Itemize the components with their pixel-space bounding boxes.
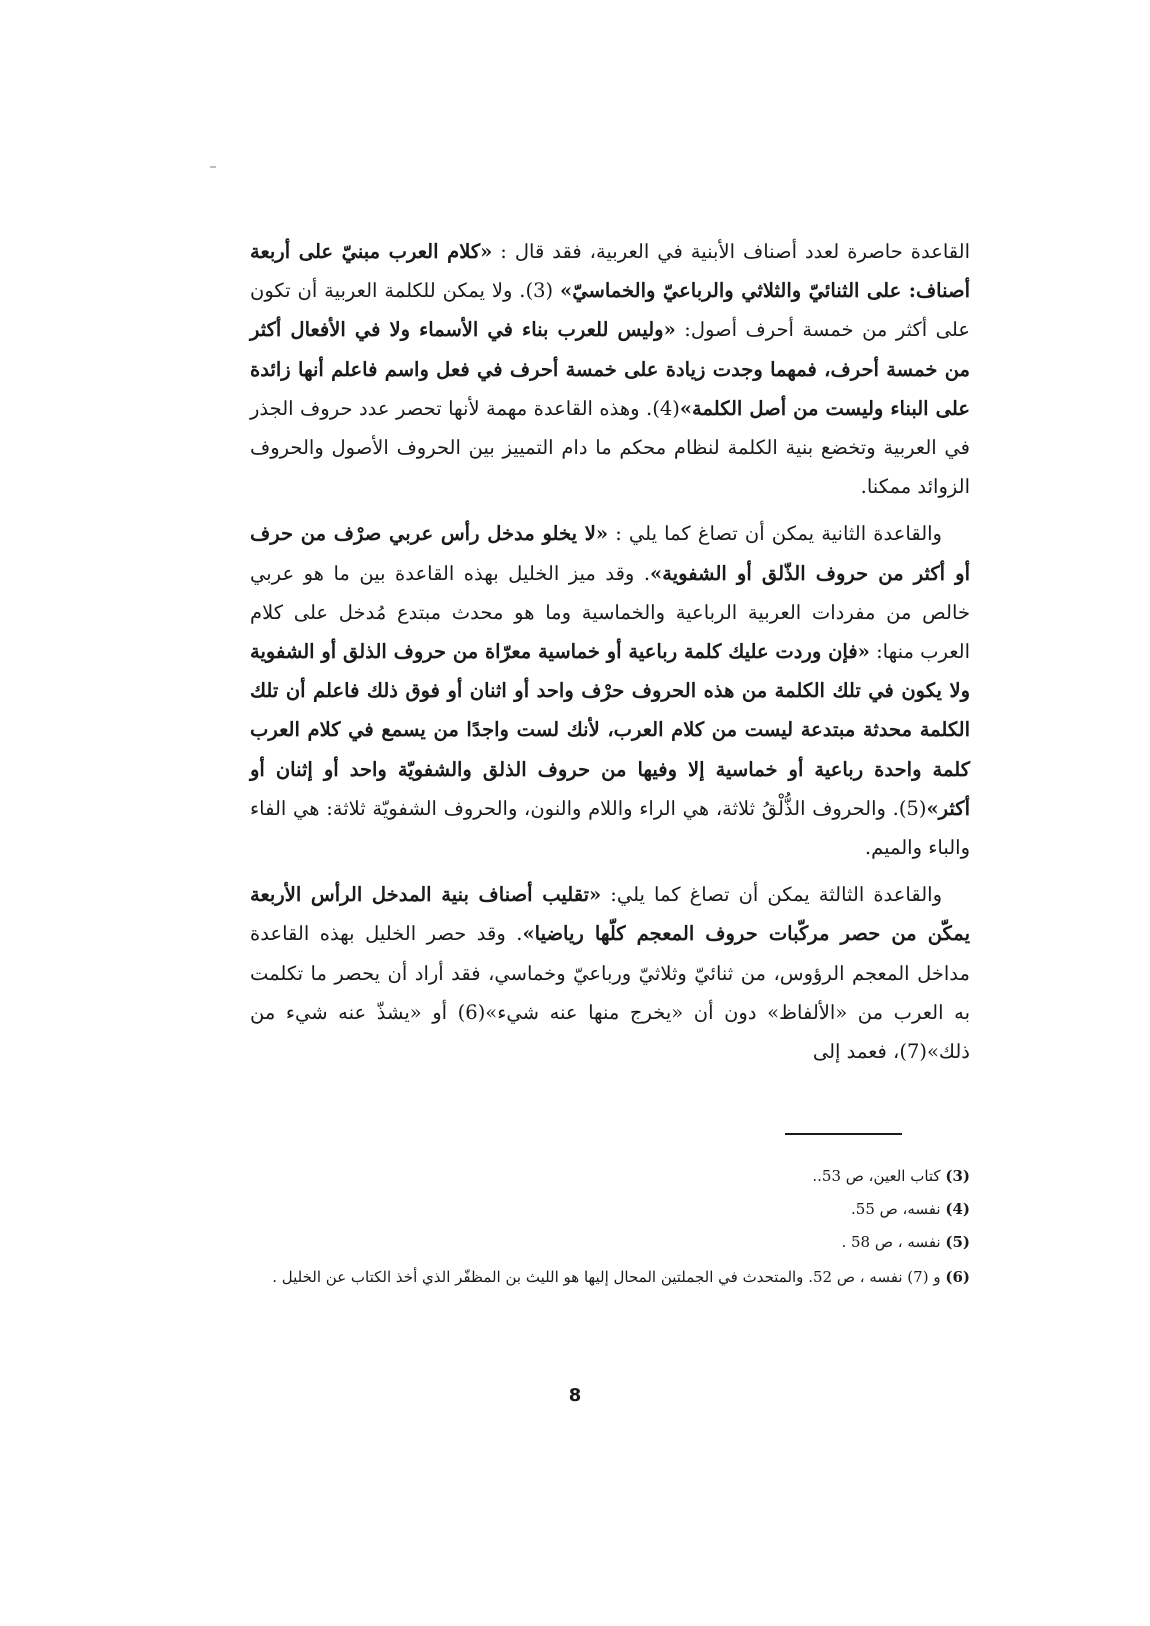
quoted-text: «فإن وردت عليك كلمة رباعية أو خماسية معرّاة من حروف الذلق أو الشفوية ولا يكون في تلك الكلمة من هذه الحروف حرْف واحد أو اثنان أو فوق ذلك فاعلم أن تلك الكلمة محدثة مبتدعة ليست من كلام العرب، لأنك لست واجدًا من يسمع في كلام العرب كلمة واحدة رباعية أو خماسية إلا وفيها من حروف الذلق والشفويّة واحد أو إثنان أو أكثر» bbox=[250, 640, 970, 820]
text-run: القاعدة حاصرة لعدد أصناف الأبنية في العربية، فقد قال : bbox=[492, 240, 971, 263]
paragraph bbox=[250, 232, 970, 506]
quoted-text: «وليس للعرب بناء في الأسماء ولا في الأفعال أكثر من خمسة أحرف، فمهما وجدت زيادة على خمسة أحرف في فعل واسم فاعلم أنها زائدة على البناء وليست من أصل الكلمة» bbox=[250, 318, 970, 420]
footnotes bbox=[250, 1162, 970, 1296]
quoted-text: «تقليب أصناف بنية المدخل الرأس الأربعة يمكّن من حصر مركّبات حروف المعجم كلّها رياضيا» bbox=[250, 883, 971, 946]
text-run: . وقد ميز الخليل بهذه القاعدة بين ما هو عربي خالص من مفردات العربية الرباعية والخماسية وما هو محدث مبتدع مُدخل على كلام العرب منها: bbox=[250, 561, 971, 664]
main-text bbox=[250, 232, 970, 1079]
footnote-text: نفسه، ص 55. bbox=[851, 1200, 946, 1218]
footnote bbox=[250, 1228, 970, 1257]
paragraph bbox=[250, 875, 970, 1071]
text-run: (4). وهذه القاعدة مهمة لأنها تحصر عدد حروف الجذر في العربية وتخضع بنية الكلمة لنظام محكم ما دام التمييز بين الحروف الأصول والحروف الزوائد ممكنا. bbox=[250, 396, 970, 499]
text-run: والقاعدة الثالثة يمكن أن تصاغ كما يلي: bbox=[601, 883, 942, 907]
page-number: 8 bbox=[568, 1385, 582, 1406]
footnote bbox=[250, 1195, 970, 1224]
text-run: (5). والحروف الذُّلْقُ ثلاثة، هي الراء واللام والنون، والحروف الشفويّة ثلاثة: هي الفاء والباء والميم. bbox=[250, 796, 970, 860]
text-run: والقاعدة الثانية يمكن أن تصاغ كما يلي : bbox=[608, 522, 942, 546]
footnote-text: كتاب العين، ص 53.. bbox=[812, 1167, 946, 1185]
quoted-text: «كلام العرب مبنيّ على أربعة أصناف: على الثنائيّ والثلاثي والرباعيّ والخماسيّ» bbox=[250, 240, 970, 303]
text-run: . وقد حصر الخليل بهذه القاعدة مداخل المعجم الرؤوس، من ثنائيّ وثلاثيّ ورباعيّ وخماسي، فقد أراد أن يحصر ما تكلمت به العرب من «الألفاظ» دون أن «يخرج منها عنه شيء»(6) أو «يشذّ عنه شيء من ذلك»(7)، فعمد إلى bbox=[250, 922, 970, 1064]
footnote-number: (6) bbox=[945, 1268, 970, 1286]
footnote-text: و (7) نفسه ، ص 52. والمتحدث في الجملتين المحال إليها هو الليث بن المظفّر الذي أخذ الكتاب عن الخليل . bbox=[272, 1268, 946, 1286]
footnote-separator bbox=[785, 1133, 902, 1135]
footnote-number: (3) bbox=[945, 1167, 970, 1185]
footnote-number: (4) bbox=[945, 1200, 970, 1218]
paragraph bbox=[250, 514, 970, 867]
text-run: (3). ولا يمكن للكلمة العربية أن تكون على أكثر من خمسة أحرف أصول: bbox=[250, 279, 970, 342]
scan-speck bbox=[210, 166, 216, 168]
footnote bbox=[250, 1263, 970, 1292]
footnote bbox=[250, 1162, 970, 1191]
quoted-text: «لا يخلو مدخل رأس عربي صرْف من حرف أو أكثر من حروف الذّلق أو الشفوية» bbox=[250, 522, 970, 585]
footnote-number: (5) bbox=[945, 1233, 970, 1251]
footnote-text: نفسه ، ص 58 . bbox=[841, 1233, 946, 1251]
